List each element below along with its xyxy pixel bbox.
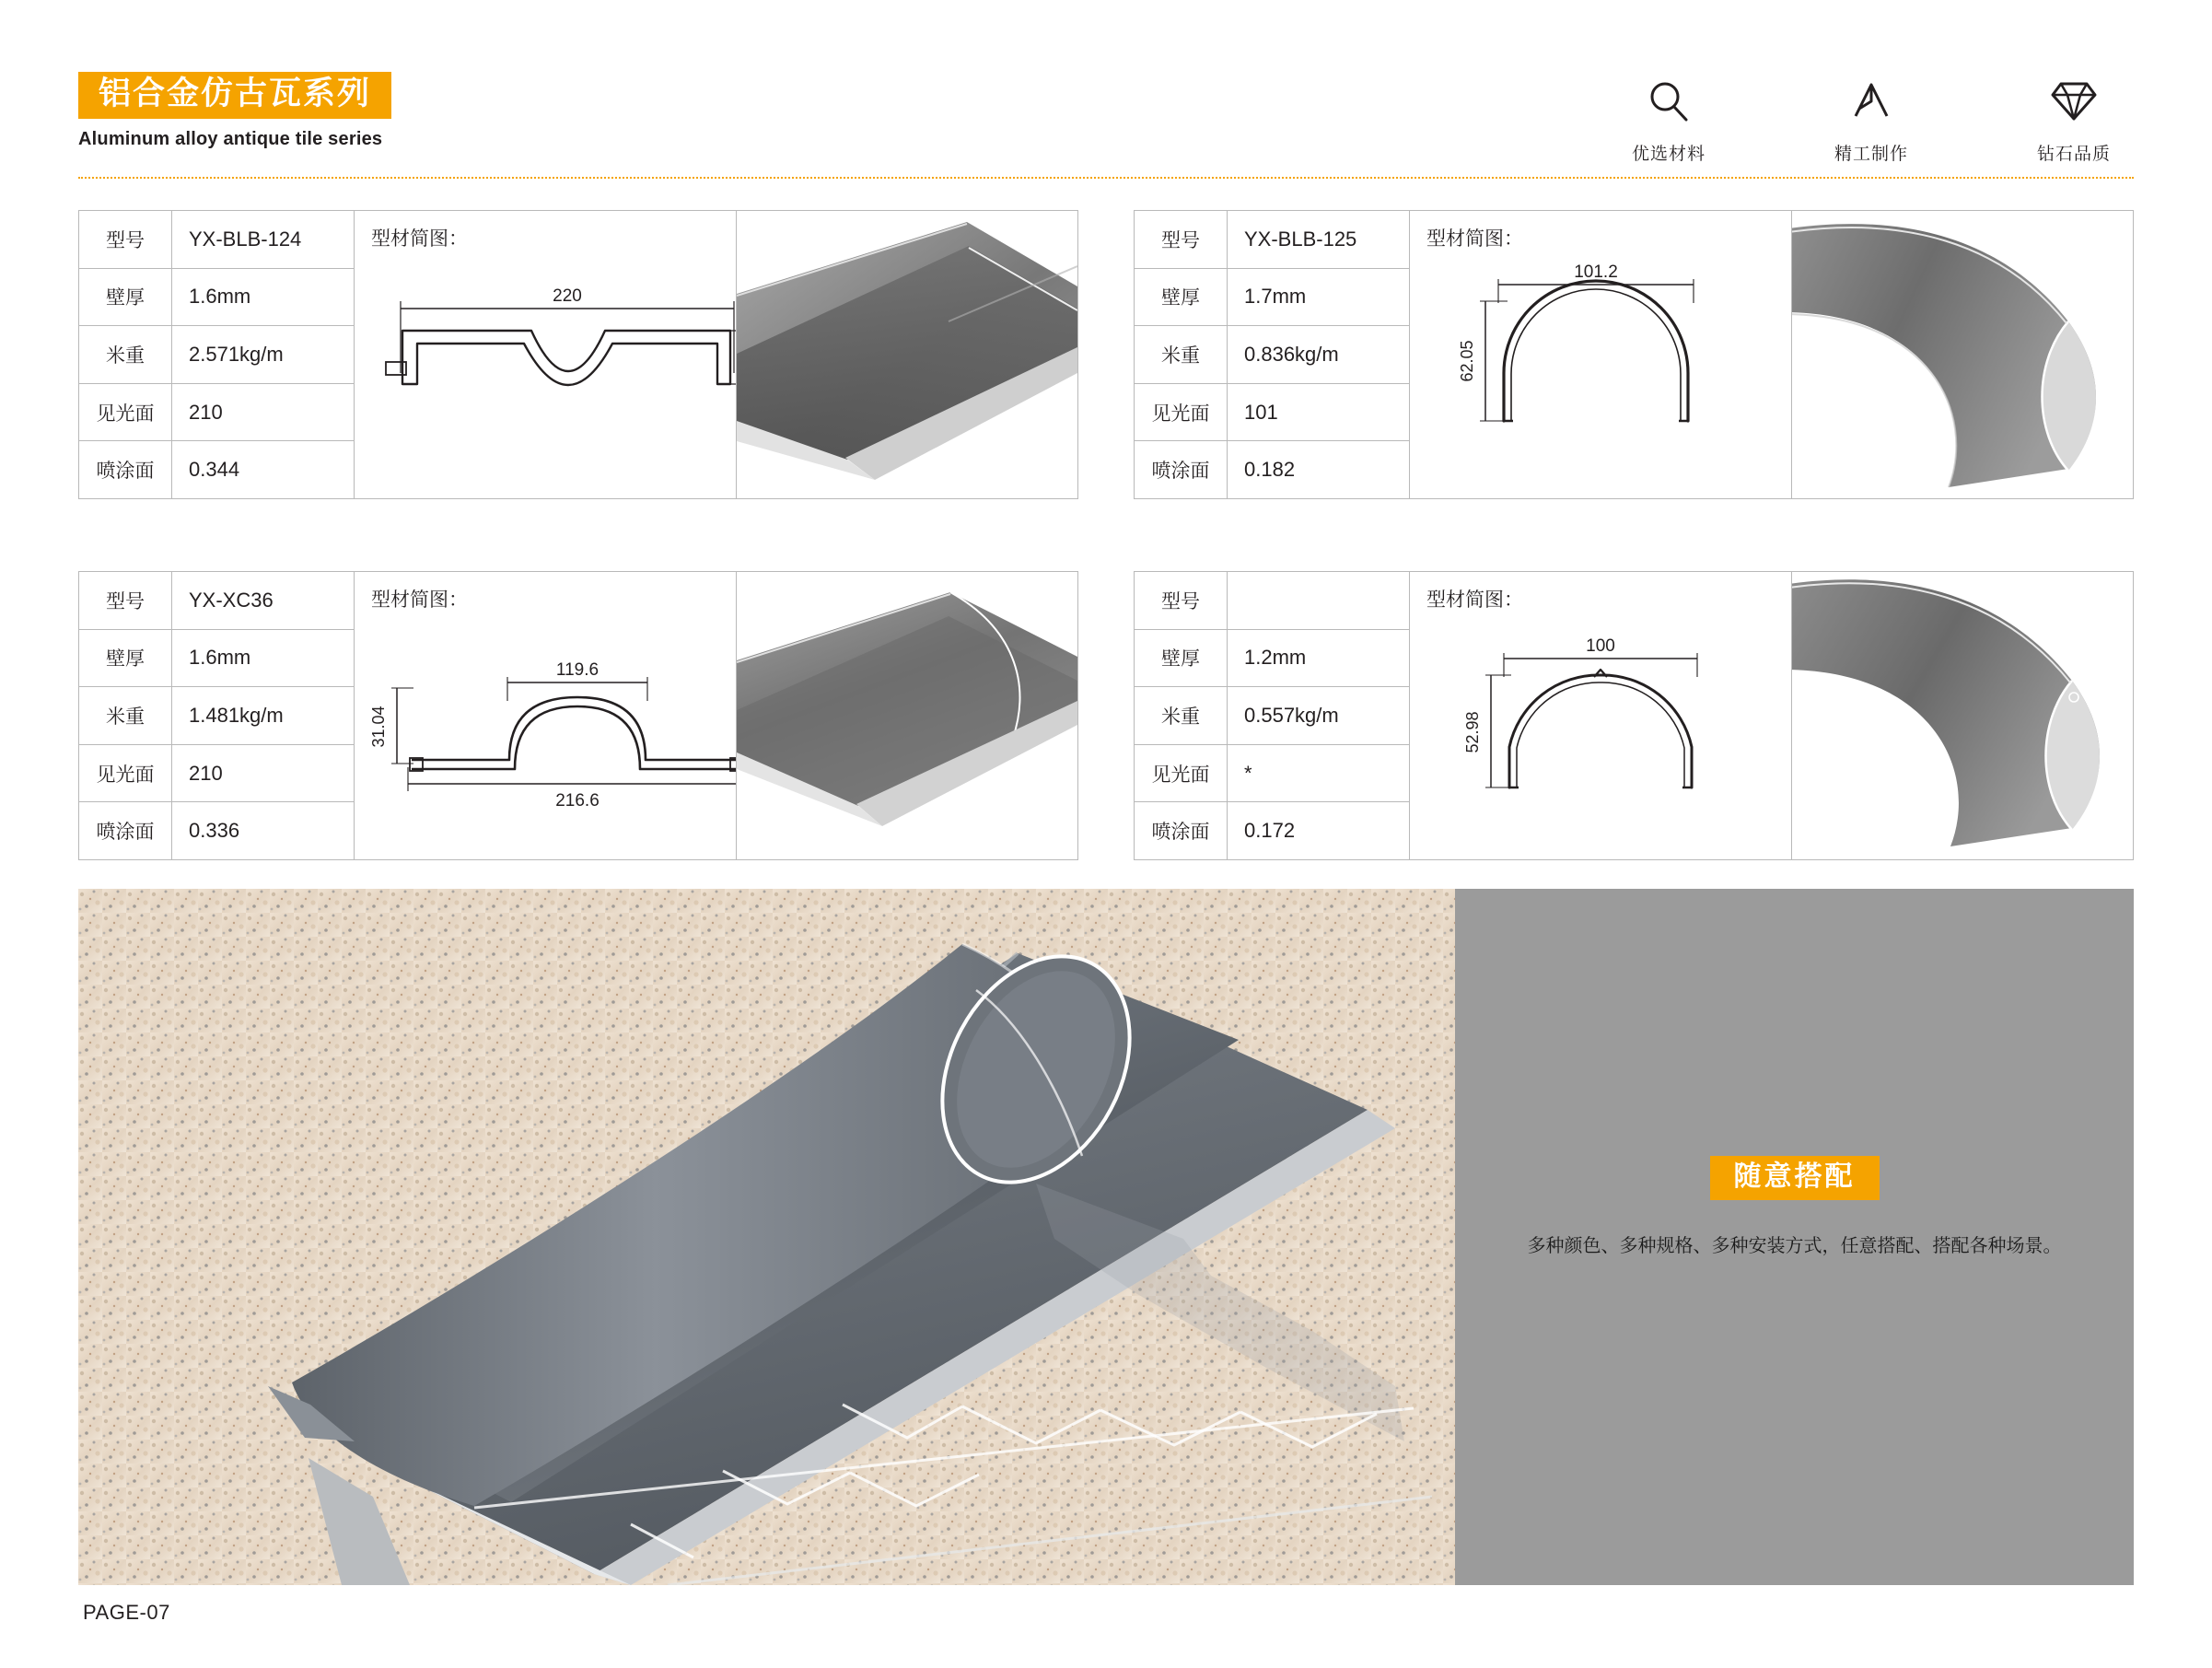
spec-value-weight: 2.571kg/m xyxy=(189,342,284,366)
spec-table xyxy=(1135,211,1410,498)
spec-key: 见光面 xyxy=(1135,745,1228,802)
spec-row-visible xyxy=(1135,384,1409,442)
search-icon xyxy=(1609,76,1729,127)
spec-value-coating: 0.172 xyxy=(1244,819,1296,843)
spec-key: 型号 xyxy=(1135,211,1228,268)
feature-caption: 优选材料 xyxy=(1631,144,1706,164)
dim-width-label: 220 xyxy=(553,286,582,306)
spec-key: 壁厚 xyxy=(1135,269,1228,326)
feature-優選材料 xyxy=(1609,76,1729,165)
spec-key: 型号 xyxy=(1135,572,1228,629)
spec-value-thickness: 1.6mm xyxy=(189,646,251,670)
spec-key: 见光面 xyxy=(79,384,172,441)
spec-row-weight xyxy=(79,687,354,745)
spec-row-weight xyxy=(1135,326,1409,384)
page-header xyxy=(78,72,2134,173)
spec-key: 喷涂面 xyxy=(79,441,172,498)
product-card xyxy=(78,210,1078,499)
spec-key: 米重 xyxy=(79,687,172,744)
dim-outer-width-label: 216.6 xyxy=(555,791,600,811)
spec-value-coating: 0.344 xyxy=(189,458,240,482)
profile-diagram xyxy=(1410,211,1792,498)
diamond-icon xyxy=(2014,76,2134,127)
product-card xyxy=(1134,571,2134,860)
dim-width-label: 101.2 xyxy=(1574,262,1618,282)
spec-value-weight: 0.557kg/m xyxy=(1244,703,1339,727)
spec-row-coating xyxy=(79,441,354,498)
spec-row-weight xyxy=(79,326,354,384)
spec-key: 型号 xyxy=(79,572,172,629)
spec-row-model xyxy=(79,211,354,269)
dim-width-label: 100 xyxy=(1586,636,1615,656)
spec-key: 壁厚 xyxy=(1135,630,1228,687)
dim-height-label: 31.04 xyxy=(369,706,388,748)
spec-table xyxy=(79,572,355,859)
hero-caption-panel xyxy=(1455,889,2134,1585)
spec-key: 壁厚 xyxy=(79,630,172,687)
diagram-title: 型材简图： xyxy=(1426,227,1523,250)
spec-table xyxy=(79,211,355,498)
profile-diagram xyxy=(355,211,737,498)
spec-key: 型号 xyxy=(79,211,172,268)
spec-row-coating xyxy=(79,802,354,859)
spec-row-weight xyxy=(1135,687,1409,745)
product-photo xyxy=(737,572,1077,859)
spec-value-model: YX-BLB-124 xyxy=(189,227,302,251)
dim-height-label: 52.98 xyxy=(1463,711,1482,753)
feature-caption: 钻石品质 xyxy=(2036,144,2111,164)
spec-key: 喷涂面 xyxy=(1135,802,1228,859)
dim-height-label: 62.05 xyxy=(1458,340,1476,382)
spec-row-thickness xyxy=(1135,630,1409,688)
hero-badge: 随意搭配 xyxy=(1710,1156,1880,1200)
hero-description: 多种颜色、多种规格、多种安装方式，任意搭配、搭配各种场景。 xyxy=(1527,1234,2062,1256)
spec-row-coating xyxy=(1135,802,1409,859)
hero-product-photo xyxy=(78,889,1455,1585)
spec-value-weight: 0.836kg/m xyxy=(1244,342,1339,366)
product-card xyxy=(1134,210,2134,499)
spec-value-model xyxy=(1228,572,1409,629)
spec-row-coating xyxy=(1135,441,1409,498)
spec-key: 米重 xyxy=(1135,326,1228,383)
spec-row-visible xyxy=(79,384,354,442)
spec-value-visible: 210 xyxy=(189,761,223,785)
hero-section xyxy=(78,889,2134,1585)
spec-row-model xyxy=(1135,211,1409,269)
feature-精工制作 xyxy=(1811,76,1931,165)
spec-row-model xyxy=(79,572,354,630)
page-number: PAGE-07 xyxy=(83,1601,170,1624)
spec-row-thickness xyxy=(1135,269,1409,327)
product-card xyxy=(78,571,1078,860)
spec-value-model: YX-XC36 xyxy=(189,588,274,612)
profile-diagram xyxy=(1410,572,1792,859)
spec-value-thickness: 1.7mm xyxy=(1244,285,1307,309)
dim-inner-width-label: 119.6 xyxy=(555,660,600,680)
spec-key: 喷涂面 xyxy=(79,802,172,859)
header-feature-icons xyxy=(1609,76,2134,165)
spec-value-thickness: 1.2mm xyxy=(1244,646,1307,670)
diagram-title: 型材简图： xyxy=(371,227,468,250)
spec-value-coating: 0.336 xyxy=(189,819,240,843)
craft-icon xyxy=(1811,76,1931,127)
spec-key: 见光面 xyxy=(1135,384,1228,441)
spec-value-coating: 0.182 xyxy=(1244,458,1296,482)
feature-caption: 精工制作 xyxy=(1834,144,1908,164)
diagram-title: 型材简图： xyxy=(371,589,468,611)
spec-row-visible xyxy=(79,745,354,803)
spec-row-model xyxy=(1135,572,1409,630)
spec-key: 米重 xyxy=(1135,687,1228,744)
spec-value-thickness: 1.6mm xyxy=(189,285,251,309)
spec-key: 米重 xyxy=(79,326,172,383)
spec-key: 见光面 xyxy=(79,745,172,802)
spec-value-model: YX-BLB-125 xyxy=(1244,227,1357,251)
product-photo xyxy=(1792,572,2133,859)
spec-row-thickness xyxy=(79,630,354,688)
spec-table xyxy=(1135,572,1410,859)
product-photo xyxy=(1792,211,2133,498)
spec-key: 喷涂面 xyxy=(1135,441,1228,498)
page-title-en: Aluminum alloy antique tile series xyxy=(78,129,383,149)
spec-key: 壁厚 xyxy=(79,269,172,326)
spec-value-visible: * xyxy=(1244,761,1252,785)
spec-value-visible: 101 xyxy=(1244,400,1278,424)
spec-row-visible xyxy=(1135,745,1409,803)
header-divider xyxy=(78,177,2134,179)
spec-value-visible: 210 xyxy=(189,400,223,424)
spec-row-thickness xyxy=(79,269,354,327)
page-title-cn: 铝合金仿古瓦系列 xyxy=(78,72,391,119)
feature-钻石品质 xyxy=(2014,76,2134,165)
spec-value-weight: 1.481kg/m xyxy=(189,703,284,727)
diagram-title: 型材简图： xyxy=(1426,589,1523,611)
product-photo xyxy=(737,211,1077,498)
profile-diagram xyxy=(355,572,737,859)
